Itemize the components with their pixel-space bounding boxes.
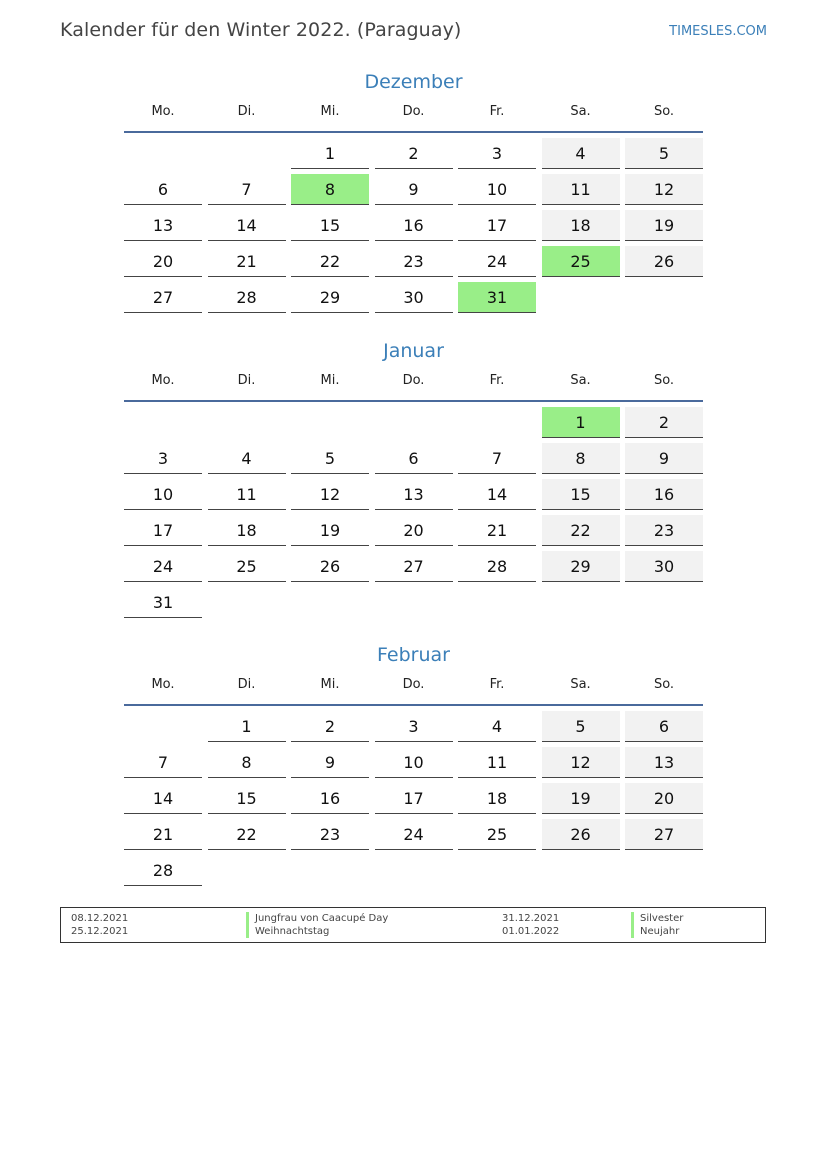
day-cell[interactable]: 2: [291, 711, 369, 742]
day-grid: [124, 137, 703, 317]
weekday-label: Di.: [237, 373, 256, 388]
day-cell[interactable]: 29: [542, 551, 620, 582]
day-cell[interactable]: 11: [542, 174, 620, 205]
day-cell[interactable]: 27: [625, 819, 703, 850]
holiday-legend: [60, 907, 766, 943]
page-title: Kalender für den Winter 2022. (Paraguay): [60, 19, 462, 41]
day-cell[interactable]: 8: [208, 747, 286, 778]
weekday-label: Do.: [402, 373, 425, 388]
legend-name: Neujahr: [631, 925, 679, 938]
empty-cell: [625, 587, 703, 618]
empty-cell: [208, 587, 286, 618]
weekday-header: [124, 373, 703, 395]
day-cell[interactable]: 4: [458, 711, 536, 742]
day-cell[interactable]: 21: [208, 246, 286, 277]
weekday-label: So.: [653, 373, 675, 388]
day-cell[interactable]: 28: [208, 282, 286, 313]
empty-cell: [542, 855, 620, 886]
day-cell[interactable]: 9: [291, 747, 369, 778]
day-cell[interactable]: 13: [375, 479, 453, 510]
empty-cell: [542, 587, 620, 618]
day-cell[interactable]: 26: [542, 819, 620, 850]
week-row: [124, 281, 703, 317]
day-cell[interactable]: 10: [458, 174, 536, 205]
day-cell-holiday[interactable]: 8: [291, 174, 369, 205]
day-cell-holiday[interactable]: 31: [458, 282, 536, 313]
weekday-label: Sa.: [570, 373, 591, 388]
day-cell[interactable]: 18: [458, 783, 536, 814]
day-cell[interactable]: 28: [124, 855, 202, 886]
weekday-label: Sa.: [570, 677, 591, 692]
weekday-label: Mo.: [151, 104, 175, 119]
day-cell[interactable]: 14: [124, 783, 202, 814]
week-row: [124, 245, 703, 281]
legend-name: Silvester: [631, 912, 683, 925]
empty-cell: [208, 138, 286, 169]
day-cell[interactable]: 4: [208, 443, 286, 474]
header-divider: [124, 704, 703, 706]
day-cell[interactable]: 1: [208, 711, 286, 742]
day-cell[interactable]: 3: [124, 443, 202, 474]
day-cell[interactable]: 11: [208, 479, 286, 510]
week-row: [124, 854, 703, 890]
legend-date: 25.12.2021: [71, 926, 129, 937]
week-row: [124, 173, 703, 209]
week-row: [124, 818, 703, 854]
day-cell[interactable]: 6: [124, 174, 202, 205]
day-cell[interactable]: 11: [458, 747, 536, 778]
month-title: Dezember: [364, 71, 463, 93]
weekday-header: [124, 104, 703, 126]
day-cell[interactable]: 15: [208, 783, 286, 814]
day-cell[interactable]: 27: [124, 282, 202, 313]
day-cell[interactable]: 7: [458, 443, 536, 474]
weekday-label: Do.: [402, 677, 425, 692]
day-cell[interactable]: 17: [458, 210, 536, 241]
day-cell[interactable]: 5: [542, 711, 620, 742]
day-cell[interactable]: 31: [124, 587, 202, 618]
day-cell[interactable]: 18: [208, 515, 286, 546]
day-cell[interactable]: 2: [375, 138, 453, 169]
day-cell[interactable]: 26: [291, 551, 369, 582]
day-cell-holiday[interactable]: 25: [542, 246, 620, 277]
empty-cell: [208, 855, 286, 886]
day-cell[interactable]: 19: [625, 210, 703, 241]
week-row: [124, 478, 703, 514]
legend-name: Jungfrau von Caacupé Day: [246, 912, 388, 925]
day-cell[interactable]: 26: [625, 246, 703, 277]
day-cell[interactable]: 10: [124, 479, 202, 510]
day-cell[interactable]: 27: [375, 551, 453, 582]
week-row: [124, 442, 703, 478]
week-row: [124, 137, 703, 173]
month-title: Januar: [383, 340, 444, 362]
week-row: [124, 406, 703, 442]
day-cell[interactable]: 16: [625, 479, 703, 510]
day-cell[interactable]: 22: [542, 515, 620, 546]
weekday-label: Fr.: [489, 677, 505, 692]
day-cell[interactable]: 15: [542, 479, 620, 510]
weekday-label: Sa.: [570, 104, 591, 119]
day-cell[interactable]: 16: [291, 783, 369, 814]
day-cell[interactable]: 10: [375, 747, 453, 778]
day-cell[interactable]: 28: [458, 551, 536, 582]
day-cell[interactable]: 7: [124, 747, 202, 778]
day-cell[interactable]: 23: [625, 515, 703, 546]
week-row: [124, 550, 703, 586]
day-cell[interactable]: 18: [542, 210, 620, 241]
day-cell[interactable]: 7: [208, 174, 286, 205]
day-cell[interactable]: 20: [375, 515, 453, 546]
day-cell[interactable]: 23: [375, 246, 453, 277]
day-cell[interactable]: 16: [375, 210, 453, 241]
header-divider: [124, 400, 703, 402]
empty-cell: [291, 587, 369, 618]
month-title: Februar: [377, 644, 450, 666]
empty-cell: [375, 407, 453, 438]
day-cell[interactable]: 13: [625, 747, 703, 778]
day-cell[interactable]: 14: [458, 479, 536, 510]
day-cell[interactable]: 12: [625, 174, 703, 205]
month-february: [124, 641, 703, 890]
empty-cell: [291, 407, 369, 438]
site-link[interactable]: TIMESLES.COM: [669, 24, 767, 39]
day-cell-holiday[interactable]: 1: [542, 407, 620, 438]
empty-cell: [458, 855, 536, 886]
day-cell[interactable]: 1: [291, 138, 369, 169]
legend-date: 01.01.2022: [502, 926, 560, 937]
weekday-label: So.: [653, 677, 675, 692]
day-cell[interactable]: 9: [625, 443, 703, 474]
day-cell[interactable]: 13: [124, 210, 202, 241]
day-cell[interactable]: 29: [291, 282, 369, 313]
weekday-label: Fr.: [489, 373, 505, 388]
weekday-label: Mi.: [320, 373, 340, 388]
weekday-label: Di.: [237, 104, 256, 119]
day-cell[interactable]: 3: [375, 711, 453, 742]
weekday-label: Di.: [237, 677, 256, 692]
week-row: [124, 586, 703, 622]
weekday-label: Mo.: [151, 373, 175, 388]
weekday-label: Mi.: [320, 677, 340, 692]
day-grid: [124, 406, 703, 622]
day-cell[interactable]: 21: [124, 819, 202, 850]
day-cell[interactable]: 22: [208, 819, 286, 850]
day-cell[interactable]: 5: [291, 443, 369, 474]
day-cell[interactable]: 19: [542, 783, 620, 814]
legend-date: 08.12.2021: [71, 913, 129, 924]
week-row: [124, 782, 703, 818]
day-cell[interactable]: 5: [625, 138, 703, 169]
day-cell[interactable]: 9: [375, 174, 453, 205]
empty-cell: [291, 855, 369, 886]
day-cell[interactable]: 19: [291, 515, 369, 546]
day-cell[interactable]: 17: [375, 783, 453, 814]
day-cell[interactable]: 8: [542, 443, 620, 474]
empty-cell: [375, 855, 453, 886]
empty-cell: [124, 138, 202, 169]
empty-cell: [542, 282, 620, 313]
day-cell[interactable]: 3: [458, 138, 536, 169]
week-row: [124, 514, 703, 550]
day-cell[interactable]: 12: [542, 747, 620, 778]
legend-date: 31.12.2021: [502, 913, 560, 924]
week-row: [124, 710, 703, 746]
day-cell[interactable]: 14: [208, 210, 286, 241]
day-cell[interactable]: 30: [375, 282, 453, 313]
empty-cell: [458, 587, 536, 618]
day-cell[interactable]: 24: [458, 246, 536, 277]
day-cell[interactable]: 22: [291, 246, 369, 277]
empty-cell: [124, 711, 202, 742]
day-cell[interactable]: 17: [124, 515, 202, 546]
weekday-label: Mo.: [151, 677, 175, 692]
day-cell[interactable]: 4: [542, 138, 620, 169]
day-grid: [124, 710, 703, 890]
week-row: [124, 209, 703, 245]
day-cell[interactable]: 24: [124, 551, 202, 582]
header-divider: [124, 131, 703, 133]
weekday-label: Mi.: [320, 104, 340, 119]
month-january: [124, 337, 703, 622]
weekday-label: Do.: [402, 104, 425, 119]
empty-cell: [208, 407, 286, 438]
day-cell[interactable]: 25: [458, 819, 536, 850]
day-cell[interactable]: 15: [291, 210, 369, 241]
day-cell[interactable]: 6: [375, 443, 453, 474]
day-cell[interactable]: 12: [291, 479, 369, 510]
day-cell[interactable]: 25: [208, 551, 286, 582]
day-cell[interactable]: 23: [291, 819, 369, 850]
day-cell[interactable]: 24: [375, 819, 453, 850]
day-cell[interactable]: 21: [458, 515, 536, 546]
empty-cell: [124, 407, 202, 438]
weekday-header: [124, 677, 703, 699]
month-december: [124, 68, 703, 317]
day-cell[interactable]: 20: [625, 783, 703, 814]
empty-cell: [625, 855, 703, 886]
weekday-label: So.: [653, 104, 675, 119]
week-row: [124, 746, 703, 782]
day-cell[interactable]: 30: [625, 551, 703, 582]
day-cell[interactable]: 2: [625, 407, 703, 438]
empty-cell: [458, 407, 536, 438]
day-cell[interactable]: 20: [124, 246, 202, 277]
weekday-label: Fr.: [489, 104, 505, 119]
legend-name: Weihnachtstag: [246, 925, 329, 938]
empty-cell: [625, 282, 703, 313]
empty-cell: [375, 587, 453, 618]
day-cell[interactable]: 6: [625, 711, 703, 742]
